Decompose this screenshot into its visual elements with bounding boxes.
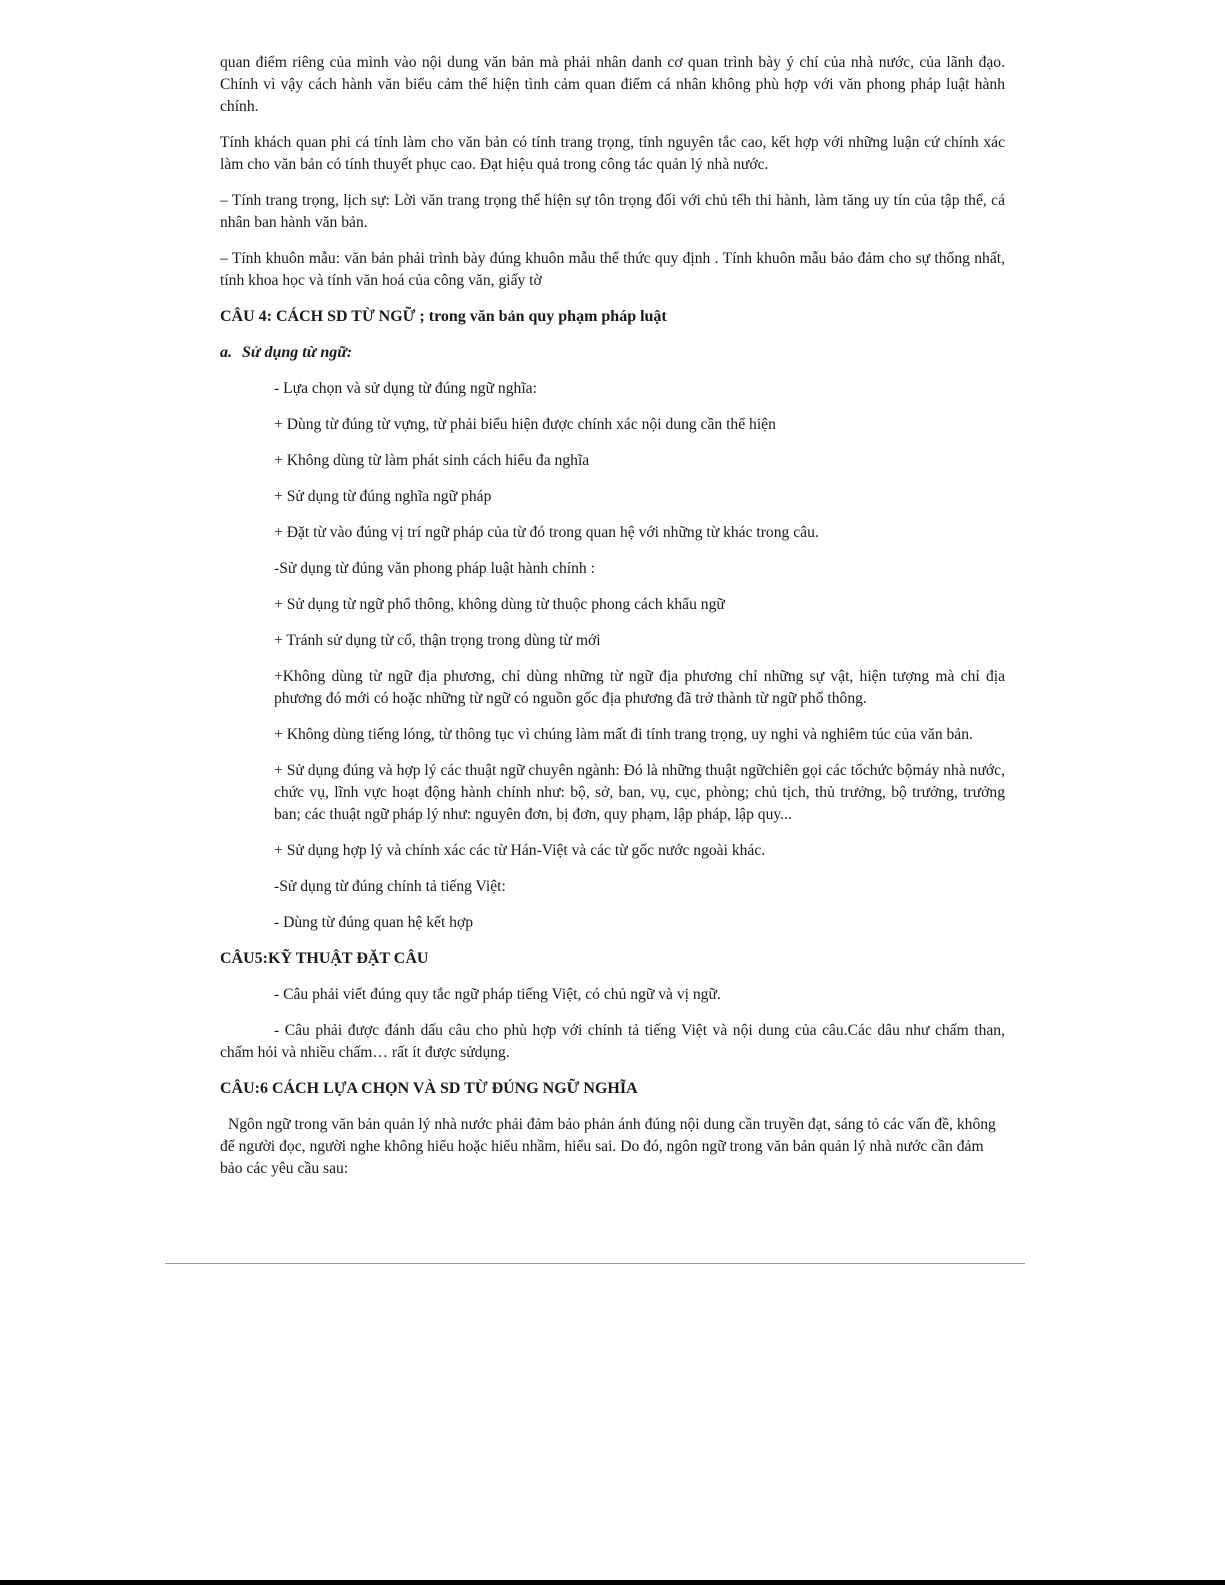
subheading-text: Sử dụng từ ngữ: <box>242 344 353 361</box>
list-item: + Sử dụng từ ngữ phổ thông, không dùng từ thuộc phong cách khẩu ngữ <box>274 596 725 613</box>
subheading-word-usage <box>220 342 1005 364</box>
subheading-number: a. <box>220 344 232 361</box>
page-content <box>220 52 1005 1194</box>
paragraph-template: – Tính khuôn mẫu: văn bản phải trình bày đúng khuôn mẫu thể thức quy định . Tính khuôn mẫu bảo đảm cho sự thống nhất, tính khoa học và tính văn hoá của công văn, giấy tờ <box>220 250 1005 289</box>
list-item: + Tránh sử dụng từ cổ, thận trọng trong dùng từ mới <box>274 632 601 649</box>
list-item: -Sử dụng từ đúng văn phong pháp luật hành chính : <box>274 560 595 577</box>
list-item: + Dùng từ đúng từ vựng, từ phải biểu hiện được chính xác nội dung cần thể hiện <box>274 416 776 433</box>
list-item: - Lựa chọn và sử dụng từ đúng ngữ nghĩa: <box>274 380 537 397</box>
heading-cau-5: CÂU5:KỸ THUẬT ĐẶT CÂU <box>220 950 429 967</box>
footer-divider <box>165 1263 1025 1264</box>
paragraph-objectivity: Tính khách quan phi cá tính làm cho văn bản có tính trang trọng, tính nguyên tắc cao, kết hợp với những luận cứ chính xác làm cho văn bản có tính thuyết phục cao. Đạt hiệu quả trong công tác quản lý nhà nước. <box>220 134 1005 173</box>
list-item: + Sử dụng hợp lý và chính xác các từ Hán-Việt và các từ gốc nước ngoài khác. <box>274 842 766 859</box>
list-item: - Câu phải viết đúng quy tắc ngữ pháp tiếng Việt, có chủ ngữ và vị ngữ. <box>274 986 721 1003</box>
list-item: - Dùng từ đúng quan hệ kết hợp <box>274 914 474 931</box>
list-item: + Đặt từ vào đúng vị trí ngữ pháp của từ đó trong quan hệ với những từ khác trong câu. <box>274 524 819 541</box>
list-item: + Sử dụng từ đúng nghĩa ngữ pháp <box>274 488 492 505</box>
list-item: + Sử dụng đúng và hợp lý các thuật ngữ chuyên ngành: Đó là những thuật ngữchiên gọi các tổchức bộmáy nhà nước, chức vụ, lĩnh vực hoạt động hành chính như: bộ, sở, ban, vụ, cục, phòng; chủ tịch, thủ trưởng, bộ trưởng, trưởng ban; các thuật ngữ pháp lý như: nguyên đơn, bị đơn, quy phạm, lập pháp, lập quy... <box>274 762 1005 823</box>
list-item: - Câu phải được đánh dấu câu cho phù hợp với chính tả tiếng Việt và nội dung của câu.Các dâu như chấm than, chấm hỏi và nhiều chấm… rất ít được sửdụng. <box>220 1022 1005 1061</box>
list-item: +Không dùng từ ngữ địa phương, chỉ dùng những từ ngữ địa phương chỉ những sự vật, hiện tượng mà chỉ địa phương đó mới có hoặc những từ ngữ có nguồn gốc địa phương đã trở thành từ ngữ phổ thông. <box>274 668 1005 707</box>
list-item: + Không dùng từ làm phát sinh cách hiểu đa nghĩa <box>274 452 590 469</box>
heading-cau-4: CÂU 4: CÁCH SD TỪ NGỮ ; trong văn bản quy phạm pháp luật <box>220 308 667 325</box>
list-item: + Không dùng tiếng lóng, từ thông tục vì chúng làm mất đi tính trang trọng, uy nghi và nghiêm túc của văn bản. <box>274 726 973 743</box>
paragraph-formality: – Tính trang trọng, lịch sự: Lời văn trang trọng thể hiện sự tôn trọng đối với chủ tểh thi hành, làm tăng uy tín của tập thể, cá nhân ban hành văn bản. <box>220 192 1005 231</box>
heading-cau-6: CÂU:6 CÁCH LỰA CHỌN VÀ SD TỪ ĐÚNG NGỮ NGHĨA <box>220 1080 638 1097</box>
list-item: -Sử dụng từ đúng chính tả tiếng Việt: <box>274 878 506 895</box>
paragraph-language-requirements: Ngôn ngữ trong văn bản quản lý nhà nước phải đảm bảo phản ánh đúng nội dung cần truyền đạt, sáng tỏ các vấn đề, không để người đọc, người nghe không hiểu hoặc hiểu nhầm, hiểu sai. Do đó, ngôn ngữ trong văn bản quản lý nhà nước cần đảm bảo các yêu cầu sau: <box>220 1116 996 1177</box>
paragraph-intro-continuation: quan điểm riêng của mình vào nội dung văn bản mà phải nhân danh cơ quan trình bày ý chí của nhà nước, của lãnh đạo. Chính vì vậy cách hành văn biểu cảm thể hiện tình cảm quan điểm cá nhân không phù hợp với văn phong pháp luật hành chính. <box>220 54 1005 115</box>
bottom-edge <box>0 1580 1225 1585</box>
